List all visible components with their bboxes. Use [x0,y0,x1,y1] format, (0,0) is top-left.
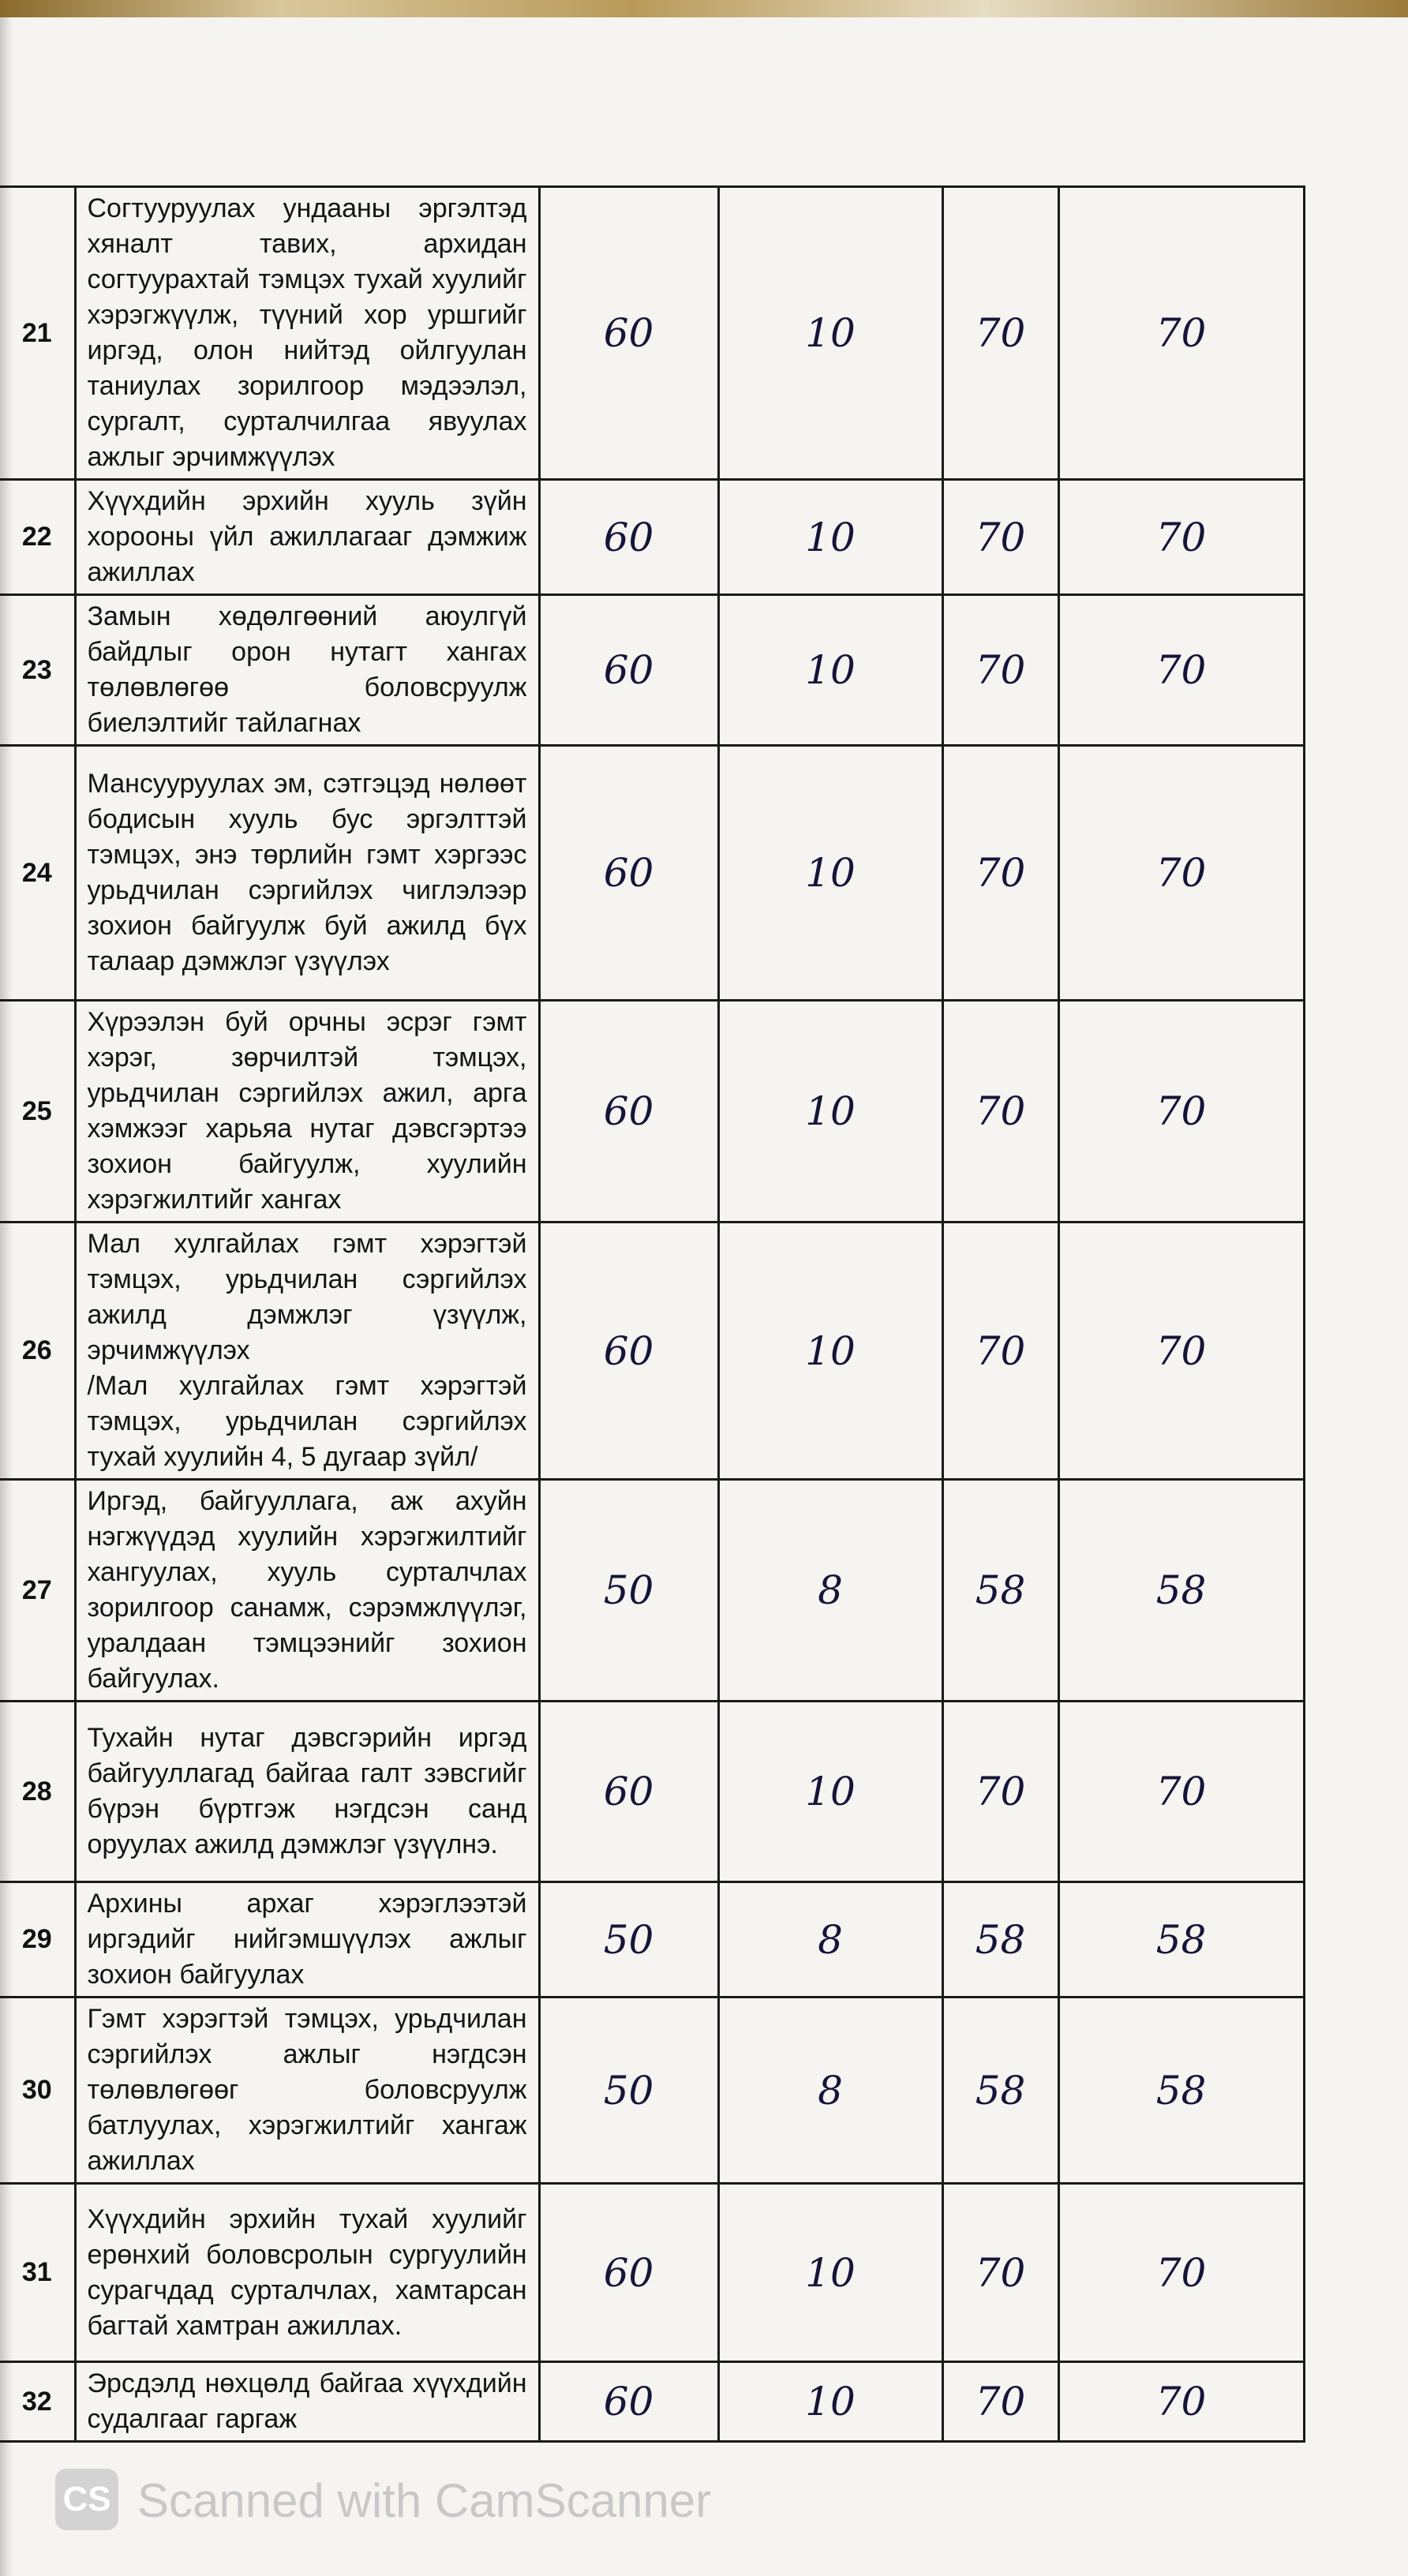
activity-description: Гэмт хэрэгтэй тэмцэх, урьдчилан сэргийлэх ажлыг нэгдсэн төлөвлөгөөг боловсруулж батлуулах, хэрэгжилтийг хангаж ажиллах [75,1998,539,2184]
value-col-4: 70 [1058,746,1304,1001]
row-number: 31 [0,2184,75,2362]
value-col-2: 8 [718,1998,942,2184]
value-col-2: 10 [718,2184,942,2362]
value-col-4: 70 [1058,2184,1304,2362]
value-col-1: 60 [539,595,718,746]
value-col-4: 70 [1058,1001,1304,1222]
row-number: 22 [0,480,75,595]
activity-description: Замын хөдөлгөөний аюулгүй байдлыг орон нутагт хангах төлөвлөгөө боловсруулж биелэлтийг тайлагнах [75,595,539,746]
value-col-4: 70 [1058,480,1304,595]
value-col-2: 10 [718,1001,942,1222]
table-row [0,1882,1304,1998]
row-number: 21 [0,187,75,480]
activity-description: Иргэд, байгууллага, аж ахуйн нэгжүүдэд хуулийн хэрэгжилтийг хангуулах, хууль сурталчлах зорилгоор санамж, сэрэмжлүүлэг, уралдаан тэмцээнийг зохион байгуулах. [75,1480,539,1702]
value-col-4: 70 [1058,595,1304,746]
activity-description: Хүүхдийн эрхийн тухай хуулийг ерөнхий боловсролын сургуулийн сурагчдад сурталчлах, хамтарсан багтай хамтран ажиллах. [75,2184,539,2362]
activity-description: Мал хулгайлах гэмт хэрэгтэй тэмцэх, урьдчилан сэргийлэх ажилд дэмжлэг үзүүлж, эрчимжүүлэх /Мал хулгайлах гэмт хэрэгтэй тэмцэх, урьдчилан сэргийлэх тухай хуулийн 4, 5 дугаар зүйл/ [75,1222,539,1480]
value-col-2: 8 [718,1480,942,1702]
activity-description: Хүүхдийн эрхийн хууль зүйн хорооны үйл ажиллагааг дэмжиж ажиллах [75,480,539,595]
value-col-2: 10 [718,187,942,480]
activity-description: Архины архаг хэрэглээтэй иргэдийг нийгэмшүүлэх ажлыг зохион байгуулах [75,1882,539,1998]
table-row [0,746,1304,1001]
value-col-1: 60 [539,746,718,1001]
row-number: 28 [0,1702,75,1882]
value-col-1: 60 [539,2184,718,2362]
row-number: 23 [0,595,75,746]
value-col-2: 8 [718,1882,942,1998]
table-row [0,1480,1304,1702]
row-number: 29 [0,1882,75,1998]
table-row [0,187,1304,480]
value-col-3: 58 [942,1882,1058,1998]
value-col-4: 70 [1058,1702,1304,1882]
value-col-1: 60 [539,187,718,480]
value-col-3: 70 [942,1222,1058,1480]
value-col-2: 10 [718,2362,942,2442]
row-number: 24 [0,746,75,1001]
value-col-1: 60 [539,480,718,595]
table-row [0,1222,1304,1480]
activity-table [0,185,1305,2443]
activity-description: Мансууруулах эм, сэтгэцэд нөлөөт бодисын хууль бус эргэлттэй тэмцэх, энэ төрлийн гэмт хэргээс урьдчилан сэргийлэх чиглэлээр зохион байгуулж буй ажилд бүх талаар дэмжлэг үзүүлэх [75,746,539,1001]
camscanner-logo-icon: CS [55,2469,118,2530]
value-col-1: 60 [539,2362,718,2442]
value-col-3: 70 [942,1001,1058,1222]
value-col-4: 58 [1058,1998,1304,2184]
table-row [0,595,1304,746]
value-col-4: 58 [1058,1882,1304,1998]
value-col-1: 60 [539,1222,718,1480]
value-col-3: 70 [942,595,1058,746]
value-col-3: 70 [942,480,1058,595]
camscanner-watermark [55,2469,766,2532]
activity-description: Хүрээлэн буй орчны эсрэг гэмт хэрэг, зөрчилтэй тэмцэх, урьдчилан сэргийлэх ажил, арга хэмжээг харьяа нутаг дэвсгэртээ зохион байгуулж, хуулийн хэрэгжилтийг хангах [75,1001,539,1222]
row-number: 25 [0,1001,75,1222]
table-row [0,1702,1304,1882]
value-col-1: 60 [539,1001,718,1222]
value-col-3: 70 [942,1702,1058,1882]
value-col-3: 58 [942,1998,1058,2184]
value-col-3: 70 [942,746,1058,1001]
value-col-2: 10 [718,480,942,595]
value-col-3: 70 [942,2362,1058,2442]
value-col-4: 70 [1058,187,1304,480]
value-col-2: 10 [718,595,942,746]
value-col-2: 10 [718,746,942,1001]
value-col-3: 70 [942,2184,1058,2362]
top-edge-strip [0,0,1408,17]
value-col-2: 10 [718,1222,942,1480]
table-row [0,1001,1304,1222]
value-col-2: 10 [718,1702,942,1882]
table-row [0,480,1304,595]
value-col-4: 70 [1058,1222,1304,1480]
value-col-3: 70 [942,187,1058,480]
row-number: 26 [0,1222,75,1480]
camscanner-label: Scanned with CamScanner [137,2474,712,2527]
value-col-1: 50 [539,1480,718,1702]
activity-description: Эрсдэлд нөхцөлд байгаа хүүхдийн судалгааг гаргаж [75,2362,539,2442]
activity-description: Тухайн нутаг дэвсгэрийн иргэд байгууллагад байгаа галт зэвсгийг бүрэн бүртгэж нэгдсэн санд оруулах ажилд дэмжлэг үзүүлнэ. [75,1702,539,1882]
value-col-4: 58 [1058,1480,1304,1702]
value-col-3: 58 [942,1480,1058,1702]
table-row [0,1998,1304,2184]
row-number: 30 [0,1998,75,2184]
value-col-1: 50 [539,1882,718,1998]
activity-description: Согтууруулах ундааны эргэлтэд хяналт тавих, архидан согтуурахтай тэмцэх тухай хуулийг хэрэгжүүлж, түүний хор уршгийг иргэд, олон нийтэд ойлгуулан таниулах зорилгоор мэдээлэл, сургалт, сурталчилгаа явуулах ажлыг эрчимжүүлэх [75,187,539,480]
row-number: 27 [0,1480,75,1702]
value-col-4: 70 [1058,2362,1304,2442]
table-row [0,2184,1304,2362]
value-col-1: 50 [539,1998,718,2184]
table-row [0,2362,1304,2442]
value-col-1: 60 [539,1702,718,1882]
row-number: 32 [0,2362,75,2442]
